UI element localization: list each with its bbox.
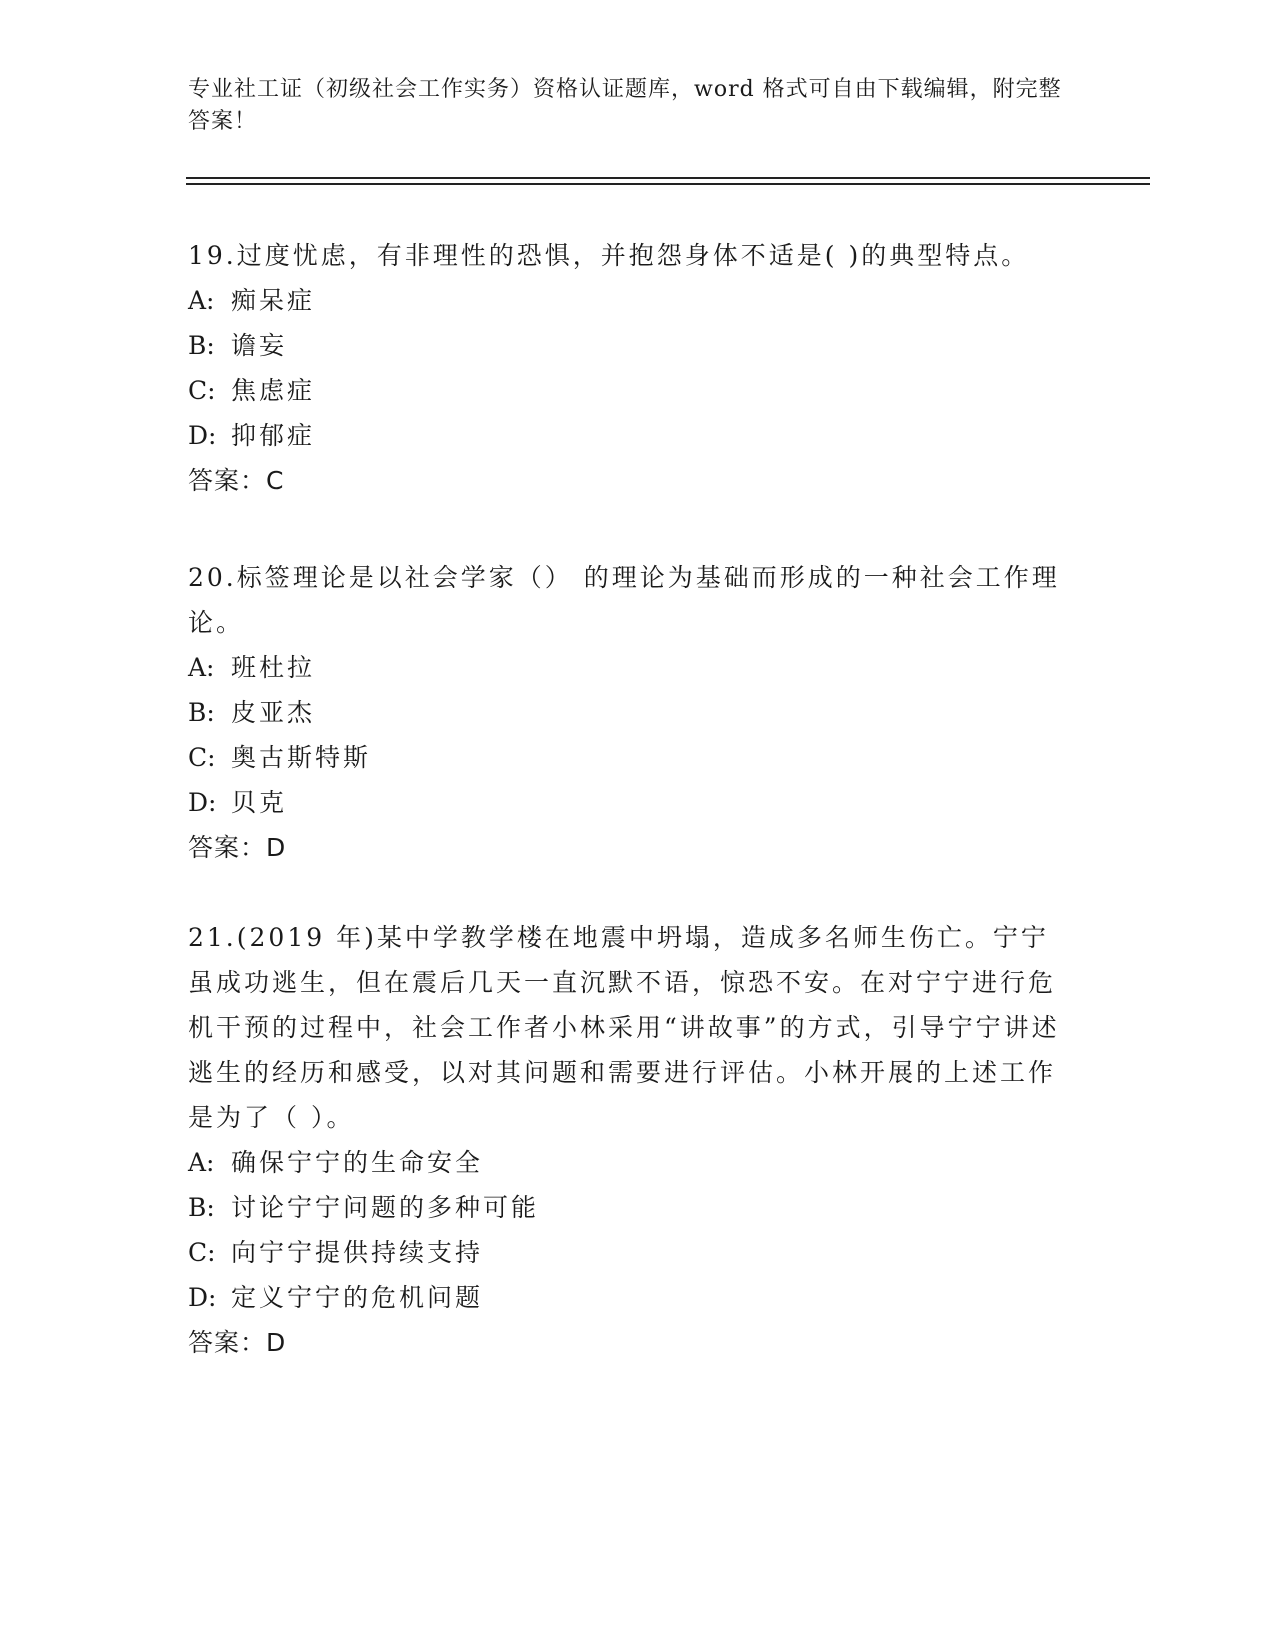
option-c: [188, 735, 1068, 780]
option-text: 谵妄: [231, 331, 288, 360]
option-letter: A:: [188, 1148, 215, 1177]
option-a: [188, 645, 1068, 690]
option-letter: D:: [188, 788, 217, 817]
option-text: 班杜拉: [231, 653, 316, 682]
option-letter: A:: [188, 653, 215, 682]
option-c: [188, 1230, 1068, 1275]
option-text: 讨论宁宁问题的多种可能: [231, 1193, 540, 1222]
option-b: [188, 690, 1068, 735]
header-divider-bottom: [186, 183, 1150, 185]
option-text: 向宁宁提供持续支持: [231, 1238, 484, 1267]
option-text: 皮亚杰: [231, 698, 316, 727]
option-letter: A:: [188, 286, 215, 315]
question-stem: 21.(2019 年)某中学教学楼在地震中坍塌，造成多名师生伤亡。宁宁虽成功逃生，但在震后几天一直沉默不语，惊恐不安。在对宁宁进行危机干预的过程中，社会工作者小林采用“讲故事”的方式，引导宁宁讲述逃生的经历和感受，以对其问题和需要进行评估。小林开展的上述工作是为了（ ）。: [188, 923, 1060, 1132]
option-letter: C:: [188, 743, 216, 772]
option-text: 痴呆症: [231, 286, 316, 315]
option-text: 焦虑症: [231, 376, 316, 405]
answer-line: 答案：C: [188, 466, 285, 495]
option-letter: B:: [188, 331, 215, 360]
header-divider-top: [186, 177, 1150, 179]
option-text: 抑郁症: [231, 421, 316, 450]
option-a: [188, 1140, 1068, 1185]
option-letter: C:: [188, 376, 216, 405]
option-a: [188, 278, 1068, 323]
option-d: [188, 780, 1068, 825]
question-19: [188, 233, 1068, 503]
option-d: [188, 1275, 1068, 1320]
option-b: [188, 323, 1068, 368]
option-letter: D:: [188, 1283, 217, 1312]
option-text: 奥古斯特斯: [231, 743, 372, 772]
option-b: [188, 1185, 1068, 1230]
answer-line: 答案：D: [188, 1328, 287, 1357]
option-text: 确保宁宁的生命安全: [231, 1148, 484, 1177]
option-d: [188, 413, 1068, 458]
option-letter: B:: [188, 1193, 215, 1222]
answer-line: 答案：D: [188, 833, 287, 862]
option-text: 贝克: [231, 788, 288, 817]
option-letter: B:: [188, 698, 215, 727]
option-c: [188, 368, 1068, 413]
question-stem: 20.标签理论是以社会学家（） 的理论为基础而形成的一种社会工作理论。: [188, 563, 1060, 637]
option-letter: C:: [188, 1238, 216, 1267]
question-20: [188, 555, 1068, 870]
question-21: [188, 915, 1068, 1365]
document-header: 专业社工证（初级社会工作实务）资格认证题库，word 格式可自由下载编辑，附完整答案！: [188, 77, 1062, 134]
option-text: 定义宁宁的危机问题: [231, 1283, 484, 1312]
question-stem: 19.过度忧虑，有非理性的恐惧，并抱怨身体不适是( )的典型特点。: [188, 241, 1030, 270]
option-letter: D:: [188, 421, 217, 450]
